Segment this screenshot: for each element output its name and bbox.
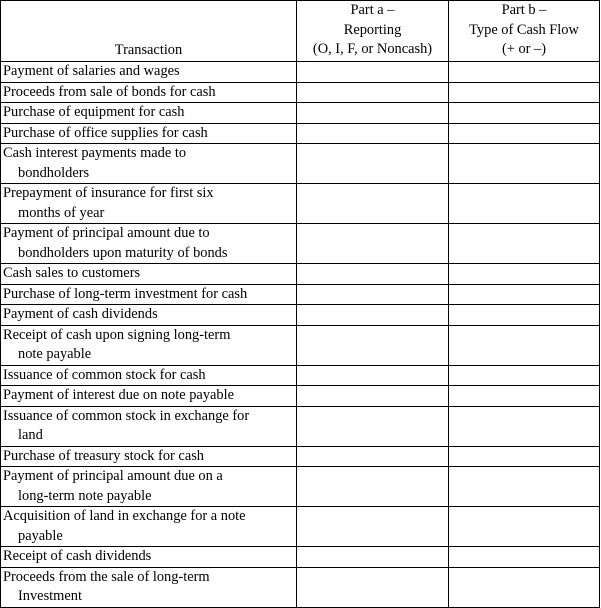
part-b-cash-flow-cell[interactable] [449,123,600,144]
part-a-reporting-cell[interactable] [297,123,449,144]
table-row [1,123,600,144]
transaction-cell [1,467,297,507]
part-b-cash-flow-cell[interactable] [449,103,600,124]
part-a-reporting-cell[interactable] [297,62,449,83]
part-a-column-header [297,1,449,62]
transaction-text: Prepayment of insurance for first six [3,185,214,201]
transaction-text: Acquisition of land in exchange for a note [3,508,246,524]
transaction-cell [1,325,297,365]
transaction-cell [1,284,297,305]
part-a-header-line2: Reporting [343,21,402,38]
transaction-text: Proceeds from the sale of long-term [3,568,210,585]
transaction-text-continued: bondholders upon maturity of bonds [18,244,228,261]
transaction-text: Payment of principal amount due on a [3,468,223,484]
transaction-text: Purchase of treasury stock for cash [3,447,204,464]
table-row [1,264,600,285]
table-row [1,144,600,184]
part-a-reporting-cell[interactable] [297,82,449,103]
part-a-header-line3: (O, I, F, or Noncash) [312,41,433,57]
transaction-text: Purchase of equipment for cash [3,104,185,120]
transaction-cell [1,224,297,264]
part-a-reporting-cell[interactable] [297,184,449,224]
table-row [1,184,600,224]
part-b-cash-flow-cell[interactable] [449,62,600,83]
transaction-cell [1,567,297,607]
transaction-cell [1,264,297,285]
table-row [1,284,600,305]
transaction-cell [1,305,297,326]
table-row [1,547,600,568]
transaction-cell [1,406,297,446]
part-a-reporting-cell[interactable] [297,284,449,305]
table-row [1,446,600,467]
part-b-cash-flow-cell[interactable] [449,365,600,386]
part-a-reporting-cell[interactable] [297,325,449,365]
part-a-reporting-cell[interactable] [297,567,449,607]
table-row [1,406,600,446]
part-b-cash-flow-cell[interactable] [449,406,600,446]
part-b-cash-flow-cell[interactable] [449,224,600,264]
part-b-cash-flow-cell[interactable] [449,386,600,407]
header-row [1,1,600,62]
table-row [1,82,600,103]
transaction-cell [1,82,297,103]
transaction-cell [1,446,297,467]
transaction-cell [1,547,297,568]
transaction-text: Issuance of common stock for cash [3,366,206,383]
transaction-text: Issuance of common stock in exchange for [3,407,250,424]
part-a-reporting-cell[interactable] [297,467,449,507]
transaction-text: Receipt of cash upon signing long-term [3,326,231,343]
transaction-text: Payment of salaries and wages [3,63,180,79]
part-a-reporting-cell[interactable] [297,103,449,124]
transaction-text-continued: long-term note payable [18,487,152,504]
part-a-reporting-cell[interactable] [297,224,449,264]
table-row [1,567,600,607]
transaction-cell [1,103,297,124]
part-a-reporting-cell[interactable] [297,507,449,547]
transaction-cell [1,507,297,547]
transaction-cell [1,62,297,83]
part-b-cash-flow-cell[interactable] [449,305,600,326]
transaction-text: Payment of principal amount due to [3,225,210,241]
transaction-text: Cash sales to customers [3,265,141,281]
transaction-cell [1,365,297,386]
transaction-text: Payment of interest due on note payable [3,387,234,403]
part-b-cash-flow-cell[interactable] [449,467,600,507]
part-b-header-line3: (+ or –) [501,41,547,57]
part-a-reporting-cell[interactable] [297,264,449,285]
part-b-column-header [449,1,600,62]
table-row [1,507,600,547]
table-row [1,224,600,264]
transaction-header-label: Transaction [114,41,183,58]
part-a-reporting-cell[interactable] [297,446,449,467]
transaction-text: Receipt of cash dividends [3,548,152,564]
table-row [1,62,600,83]
part-b-cash-flow-cell[interactable] [449,507,600,547]
transaction-cell [1,123,297,144]
part-a-reporting-cell[interactable] [297,406,449,446]
table-row [1,103,600,124]
part-b-header-line1: Part b – [501,2,547,18]
part-b-cash-flow-cell[interactable] [449,144,600,184]
transaction-column-header [1,1,297,62]
transaction-cell [1,144,297,184]
part-b-cash-flow-cell[interactable] [449,82,600,103]
part-a-reporting-cell[interactable] [297,547,449,568]
transaction-cell [1,184,297,224]
part-b-cash-flow-cell[interactable] [449,264,600,285]
table-body [1,62,600,608]
table-row [1,305,600,326]
transaction-text: Purchase of office supplies for cash [3,124,208,141]
part-b-cash-flow-cell[interactable] [449,446,600,467]
transaction-text: Proceeds from sale of bonds for cash [3,83,216,100]
transaction-text-continued: bondholders [18,164,90,181]
transaction-text-continued: note payable [18,346,92,362]
part-b-header-line2: Type of Cash Flow [469,21,579,38]
transaction-text-continued: payable [18,527,63,544]
part-b-cash-flow-cell[interactable] [449,284,600,305]
table-row [1,386,600,407]
transaction-text: Purchase of long-term investment for cash [3,285,248,302]
transaction-text-continued: land [18,427,43,443]
table-row [1,365,600,386]
part-a-reporting-cell[interactable] [297,386,449,407]
part-b-cash-flow-cell[interactable] [449,547,600,568]
transaction-text: Payment of cash dividends [3,306,158,322]
transaction-text-continued: Investment [18,588,82,604]
part-a-reporting-cell[interactable] [297,144,449,184]
transaction-text: Cash interest payments made to [3,145,187,161]
part-a-reporting-cell[interactable] [297,305,449,326]
part-b-cash-flow-cell[interactable] [449,325,600,365]
part-a-reporting-cell[interactable] [297,365,449,386]
part-b-cash-flow-cell[interactable] [449,567,600,607]
table-row [1,467,600,507]
table-row [1,325,600,365]
transaction-text-continued: months of year [18,204,105,221]
part-b-cash-flow-cell[interactable] [449,184,600,224]
transaction-cell [1,386,297,407]
part-a-header-line1: Part a – [350,2,395,18]
